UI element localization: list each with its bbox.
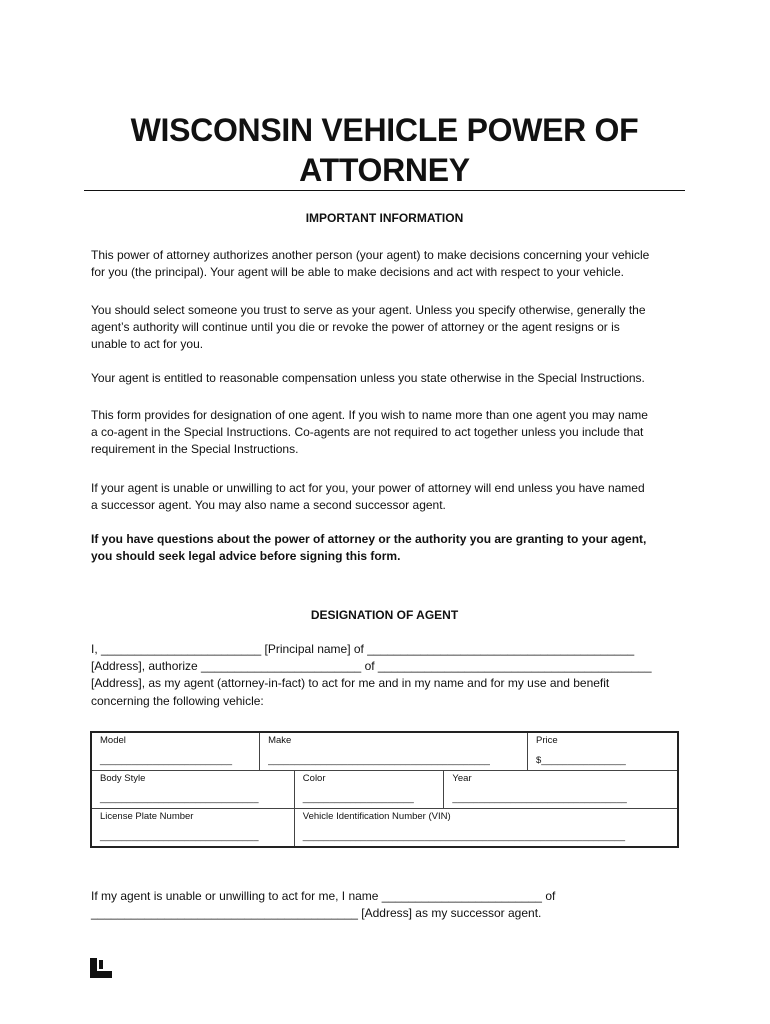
important-paragraph-5 bbox=[91, 480, 686, 514]
model-blank-line: _________________________ bbox=[100, 755, 233, 766]
designation-of-agent-heading: DESIGNATION OF AGENT bbox=[310, 608, 459, 622]
model-cell[interactable] bbox=[91, 732, 260, 771]
designation-paragraph bbox=[91, 641, 686, 710]
legal-templates-logo-icon bbox=[90, 958, 112, 978]
make-label: Make bbox=[268, 735, 292, 746]
paragraph-line: requirement in the Special Instructions. bbox=[91, 442, 299, 457]
successor-agent-paragraph bbox=[91, 888, 686, 922]
table-row bbox=[91, 771, 678, 809]
designation-line: concerning the following vehicle: bbox=[91, 693, 264, 708]
important-information-heading: IMPORTANT INFORMATION bbox=[305, 211, 464, 225]
color-blank-line: _____________________ bbox=[302, 793, 414, 804]
body-style-blank-line: ______________________________ bbox=[100, 793, 259, 804]
make-cell[interactable] bbox=[260, 732, 528, 771]
year-blank-line: _________________________________ bbox=[452, 793, 627, 804]
designation-line: I, ________________________ [Principal name] of ________________________________________ bbox=[91, 642, 635, 656]
vin-label: Vehicle Identification Number (VIN) bbox=[302, 811, 451, 822]
model-label: Model bbox=[100, 735, 126, 746]
title-line-2: ATTORNEY bbox=[299, 152, 470, 188]
year-cell[interactable] bbox=[444, 771, 678, 809]
legal-advice-paragraph bbox=[91, 531, 686, 565]
successor-line: ________________________________________ [Address] as my successor agent. bbox=[91, 906, 542, 921]
price-label: Price bbox=[536, 735, 558, 746]
color-label: Color bbox=[302, 773, 326, 784]
license-plate-cell[interactable] bbox=[91, 809, 294, 848]
paragraph-line: you should seek legal advice before signing this form. bbox=[91, 549, 401, 564]
body-style-label: Body Style bbox=[100, 773, 146, 784]
important-paragraph-2 bbox=[91, 302, 686, 354]
price-blank-line: $________________ bbox=[536, 755, 626, 766]
paragraph-line: This power of attorney authorizes another person (your agent) to make decisions concerning your vehicle bbox=[91, 248, 650, 262]
paragraph-line: If you have questions about the power of attorney or the authority you are granting to your agent, bbox=[91, 532, 647, 546]
successor-line: If my agent is unable or unwilling to act for me, I name ________________________ of bbox=[91, 889, 556, 903]
table-row bbox=[91, 809, 678, 848]
make-blank-line: __________________________________________ bbox=[268, 755, 490, 766]
color-cell[interactable] bbox=[294, 771, 444, 809]
body-style-cell[interactable] bbox=[91, 771, 294, 809]
document-title bbox=[84, 110, 685, 190]
paragraph-line: agent’s authority will continue until you die or revoke the power of attorney or the agent resigns or is bbox=[91, 320, 620, 335]
paragraph-line: Your agent is entitled to reasonable compensation unless you state otherwise in the Special Instructions. bbox=[91, 371, 645, 385]
year-label: Year bbox=[452, 773, 472, 784]
paragraph-line: This form provides for designation of one agent. If you wish to name more than one agent you may name bbox=[91, 408, 648, 422]
paragraph-line: for you (the principal). Your agent will be able to make decisions and act with respect to your vehicle. bbox=[91, 265, 624, 280]
title-rule bbox=[84, 190, 685, 191]
vehicle-details-table bbox=[90, 731, 679, 848]
paragraph-line: a successor agent. You may also name a second successor agent. bbox=[91, 498, 446, 513]
paragraph-line: a co-agent in the Special Instructions. Co-agents are not required to act together unless you include that bbox=[91, 425, 644, 440]
important-paragraph-1 bbox=[91, 247, 686, 281]
license-plate-label: License Plate Number bbox=[100, 811, 194, 822]
license-plate-blank-line: ______________________________ bbox=[100, 831, 259, 842]
designation-line: [Address], as my agent (attorney-in-fact) to act for me and in my name and for my use and benefit bbox=[91, 676, 610, 691]
vin-blank-line: _____________________________________________________________ bbox=[302, 831, 626, 842]
important-paragraph-3 bbox=[91, 370, 686, 387]
price-cell[interactable] bbox=[528, 732, 679, 771]
title-line-1: WISCONSIN VEHICLE POWER OF bbox=[130, 112, 639, 148]
paragraph-line: If your agent is unable or unwilling to act for you, your power of attorney will end unless you have named bbox=[91, 481, 645, 495]
important-paragraph-4 bbox=[91, 407, 686, 459]
paragraph-line: You should select someone you trust to serve as your agent. Unless you specify otherwise, generally the bbox=[91, 303, 646, 317]
table-row bbox=[91, 732, 678, 771]
designation-line: [Address], authorize ________________________ of _________________________________________ bbox=[91, 659, 652, 674]
vin-cell[interactable] bbox=[294, 809, 678, 848]
paragraph-line: unable to act for you. bbox=[91, 337, 204, 352]
